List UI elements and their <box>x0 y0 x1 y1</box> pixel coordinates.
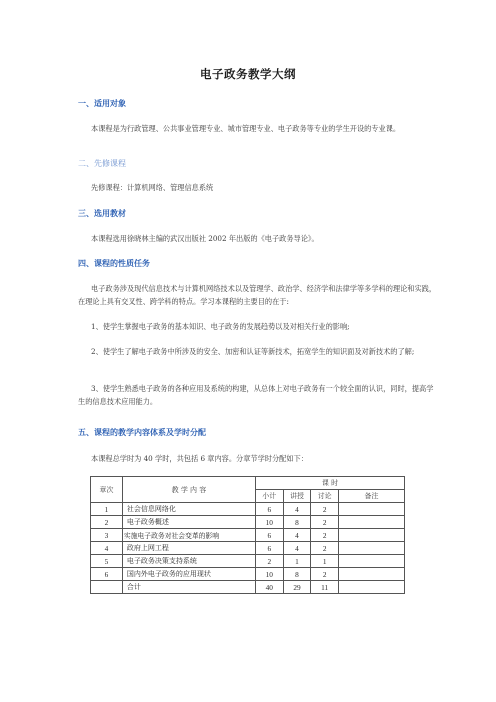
row-note <box>338 516 404 529</box>
table-row <box>91 542 405 555</box>
row-note <box>338 568 404 581</box>
row-chapter: 3 <box>91 529 123 542</box>
header-content: 教 学 内 容 <box>122 477 255 503</box>
section-1-heading: 一、适用对象 <box>78 98 126 108</box>
hours-allocation-table <box>90 476 405 594</box>
row-chapter: 5 <box>91 555 123 568</box>
table-total-row <box>91 581 405 594</box>
row-note <box>338 542 404 555</box>
row-content: 国内外电子政务的应用现状 <box>122 568 255 581</box>
header-hours: 课 时 <box>255 477 404 490</box>
row-lecture: 8 <box>283 516 311 529</box>
row-subtotal: 10 <box>255 568 283 581</box>
section-4-item-3: 3、使学生熟悉电子政务的各种应用及系统的构建，从总体上对电子政务有一个较全面的认识，同时，提高学生的信息技术应用能力。 <box>78 384 434 406</box>
row-lecture: 4 <box>283 542 311 555</box>
table-row <box>91 516 405 529</box>
row-subtotal: 6 <box>255 542 283 555</box>
row-note <box>338 555 404 568</box>
row-chapter: 6 <box>91 568 123 581</box>
row-content: 社会信息网络化 <box>122 503 255 516</box>
header-chapter: 章次 <box>91 477 123 503</box>
total-subtotal: 40 <box>255 581 283 594</box>
section-5-heading: 五、课程的教学内容体系及学时分配 <box>78 427 206 437</box>
table-row <box>91 529 405 542</box>
section-3-heading: 三、选用教材 <box>78 208 126 218</box>
row-chapter: 2 <box>91 516 123 529</box>
row-content: 实施电子政务对社会变革的影响 <box>122 529 255 542</box>
table-header-row <box>91 477 405 490</box>
section-1-paragraph: 本课程是为行政管理、公共事业管理专业、城市管理专业、电子政务等专业的学生开设的专业课。 <box>91 124 401 133</box>
row-note <box>338 529 404 542</box>
row-subtotal: 6 <box>255 529 283 542</box>
row-chapter: 1 <box>91 503 123 516</box>
row-subtotal: 6 <box>255 503 283 516</box>
row-lecture: 4 <box>283 529 311 542</box>
table-row <box>91 503 405 516</box>
row-discussion: 2 <box>311 542 339 555</box>
header-note: 备注 <box>338 490 404 503</box>
section-4-item-2: 2、使学生了解电子政务中所涉及的安全、加密和认证等新技术，拓宽学生的知识面及对新技术的了解; <box>91 347 415 356</box>
section-4-heading: 四、课程的性质任务 <box>78 258 150 268</box>
total-label: 合计 <box>122 581 255 594</box>
row-content: 电子政务决策支持系统 <box>122 555 255 568</box>
total-note <box>338 581 404 594</box>
table-row <box>91 555 405 568</box>
row-lecture: 1 <box>283 555 311 568</box>
total-discussion: 11 <box>311 581 339 594</box>
row-discussion: 2 <box>311 529 339 542</box>
section-5-paragraph: 本课程总学时为 40 学时，共包括 6 章内容。分章节学时分配如下： <box>91 454 308 463</box>
row-note <box>338 503 404 516</box>
section-2-paragraph: 先修课程：计算机网络、管理信息系统 <box>91 183 214 192</box>
section-4-paragraph-intro: 电子政务涉及现代信息技术与计算机网络技术以及管理学、政治学、经济学和法律学等多学科的理论和实践，在理论上具有交叉性、跨学科的特点。学习本课程的主要目的在于: <box>78 284 437 306</box>
section-2-heading: 二、先修课程 <box>78 159 126 168</box>
section-3-paragraph: 本课程选用徐晓林主编的武汉出版社 2002 年出版的《电子政务导论》。 <box>91 234 319 243</box>
table-row <box>91 568 405 581</box>
row-subtotal: 10 <box>255 516 283 529</box>
row-chapter: 4 <box>91 542 123 555</box>
header-lecture: 讲授 <box>283 490 311 503</box>
row-content: 政府上网工程 <box>122 542 255 555</box>
row-discussion: 2 <box>311 503 339 516</box>
row-subtotal: 2 <box>255 555 283 568</box>
row-lecture: 8 <box>283 568 311 581</box>
section-4-item-1: 1、使学生掌握电子政务的基本知识、电子政务的发展趋势以及对相关行业的影响; <box>91 322 350 331</box>
row-discussion: 1 <box>311 555 339 568</box>
row-discussion: 2 <box>311 568 339 581</box>
row-discussion: 2 <box>311 516 339 529</box>
total-lecture: 29 <box>283 581 311 594</box>
header-discussion: 讨论 <box>311 490 339 503</box>
header-subtotal: 小计 <box>255 490 283 503</box>
row-content: 电子政务概述 <box>122 516 255 529</box>
document-title: 电子政务教学大纲 <box>200 67 296 81</box>
row-lecture: 4 <box>283 503 311 516</box>
total-chapter-empty <box>91 581 123 594</box>
